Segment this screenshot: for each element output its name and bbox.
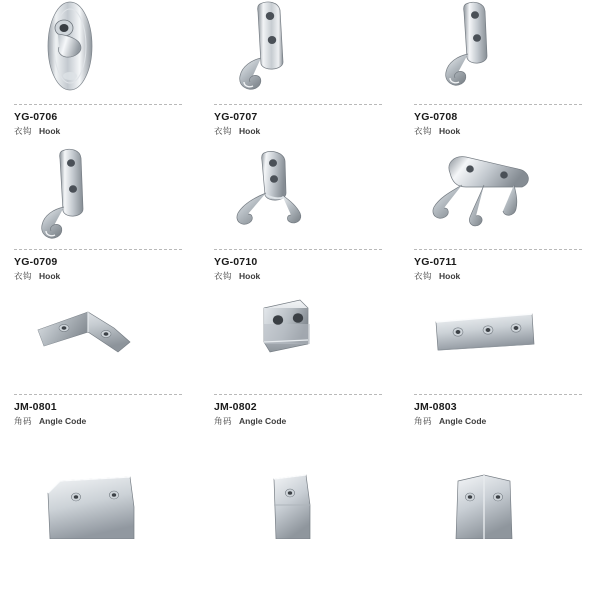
product-name-cn: 衣钩 <box>14 272 33 282</box>
product-code: YG-0711 <box>414 256 457 268</box>
product-code: JM-0801 <box>14 401 57 413</box>
product-image-partial-center <box>214 435 382 539</box>
product-name-cn: 角码 <box>214 417 233 427</box>
product-name-cn: 角码 <box>414 417 433 427</box>
product-cell-partial-center[interactable] <box>200 435 400 580</box>
product-name-en: Hook <box>439 271 461 281</box>
product-description <box>414 416 600 428</box>
divider <box>214 249 382 250</box>
product-description <box>414 271 600 283</box>
corner-bracket-partial-right-icon <box>414 435 582 539</box>
product-image-partial-left <box>14 435 182 539</box>
corner-bracket-partial-left-icon <box>14 435 182 539</box>
two-hole-angle-bracket-icon <box>214 290 382 394</box>
triple-branch-hook-icon <box>414 145 582 249</box>
product-name-cn: 衣钩 <box>414 127 433 137</box>
divider <box>14 104 182 105</box>
product-description <box>214 271 400 283</box>
product-image-yg-0710 <box>214 145 382 249</box>
product-code: YG-0709 <box>14 256 58 268</box>
product-description <box>414 126 600 138</box>
product-cell-jm-0802[interactable] <box>200 290 400 435</box>
product-cell-yg-0710[interactable] <box>200 145 400 290</box>
product-image-yg-0711 <box>414 145 582 249</box>
product-description <box>214 416 400 428</box>
product-image-partial-right <box>414 435 582 539</box>
product-cell-yg-0708[interactable] <box>400 0 600 145</box>
catalog-row <box>0 0 600 145</box>
divider <box>14 249 182 250</box>
product-name-en: Hook <box>39 271 61 281</box>
divider <box>14 394 182 395</box>
catalog-row <box>0 145 600 290</box>
product-name-en: Hook <box>239 126 261 136</box>
product-name-cn: 角码 <box>14 417 33 427</box>
flat-four-hole-bracket-icon <box>414 290 582 394</box>
divider <box>214 394 382 395</box>
long-plate-hook-icon <box>14 145 182 249</box>
oval-plate-hook-icon <box>14 0 182 104</box>
product-image-jm-0802 <box>214 290 382 394</box>
product-code: YG-0708 <box>414 111 458 123</box>
product-description <box>214 126 400 138</box>
product-description <box>14 271 200 283</box>
catalog-row-partial <box>0 435 600 580</box>
product-name-cn: 衣钩 <box>414 272 433 282</box>
product-image-yg-0706 <box>14 0 182 104</box>
double-prong-hook-icon <box>214 145 382 249</box>
product-image-yg-0709 <box>14 145 182 249</box>
product-code: JM-0802 <box>214 401 257 413</box>
divider <box>414 249 582 250</box>
divider <box>414 394 582 395</box>
product-cell-yg-0709[interactable] <box>0 145 200 290</box>
product-cell-yg-0707[interactable] <box>200 0 400 145</box>
product-name-cn: 衣钩 <box>214 127 233 137</box>
product-cell-partial-right[interactable] <box>400 435 600 580</box>
product-code: YG-0706 <box>14 111 58 123</box>
divider <box>414 104 582 105</box>
product-name-en: Angle Code <box>39 416 87 426</box>
corner-bracket-partial-center-icon <box>214 435 382 539</box>
product-name-en: Hook <box>439 126 461 136</box>
product-cell-partial-left[interactable] <box>0 435 200 580</box>
product-name-cn: 衣钩 <box>14 127 33 137</box>
product-code: YG-0710 <box>214 256 258 268</box>
product-description <box>14 416 200 428</box>
product-cell-yg-0706[interactable] <box>0 0 200 145</box>
product-image-jm-0803 <box>414 290 582 394</box>
product-description <box>14 126 200 138</box>
product-code: JM-0803 <box>414 401 457 413</box>
product-name-en: Angle Code <box>439 416 487 426</box>
narrow-plate-hook-icon <box>414 0 582 104</box>
product-image-jm-0801 <box>14 290 182 394</box>
product-name-cn: 衣钩 <box>214 272 233 282</box>
product-image-yg-0707 <box>214 0 382 104</box>
catalog-row <box>0 290 600 435</box>
product-name-en: Hook <box>239 271 261 281</box>
product-name-en: Hook <box>39 126 61 136</box>
product-code: YG-0707 <box>214 111 258 123</box>
product-cell-jm-0803[interactable] <box>400 290 600 435</box>
rounded-plate-hook-icon <box>214 0 382 104</box>
wide-angle-bracket-icon <box>14 290 182 394</box>
product-cell-yg-0711[interactable] <box>400 145 600 290</box>
product-cell-jm-0801[interactable] <box>0 290 200 435</box>
product-name-en: Angle Code <box>239 416 287 426</box>
divider <box>214 104 382 105</box>
product-image-yg-0708 <box>414 0 582 104</box>
